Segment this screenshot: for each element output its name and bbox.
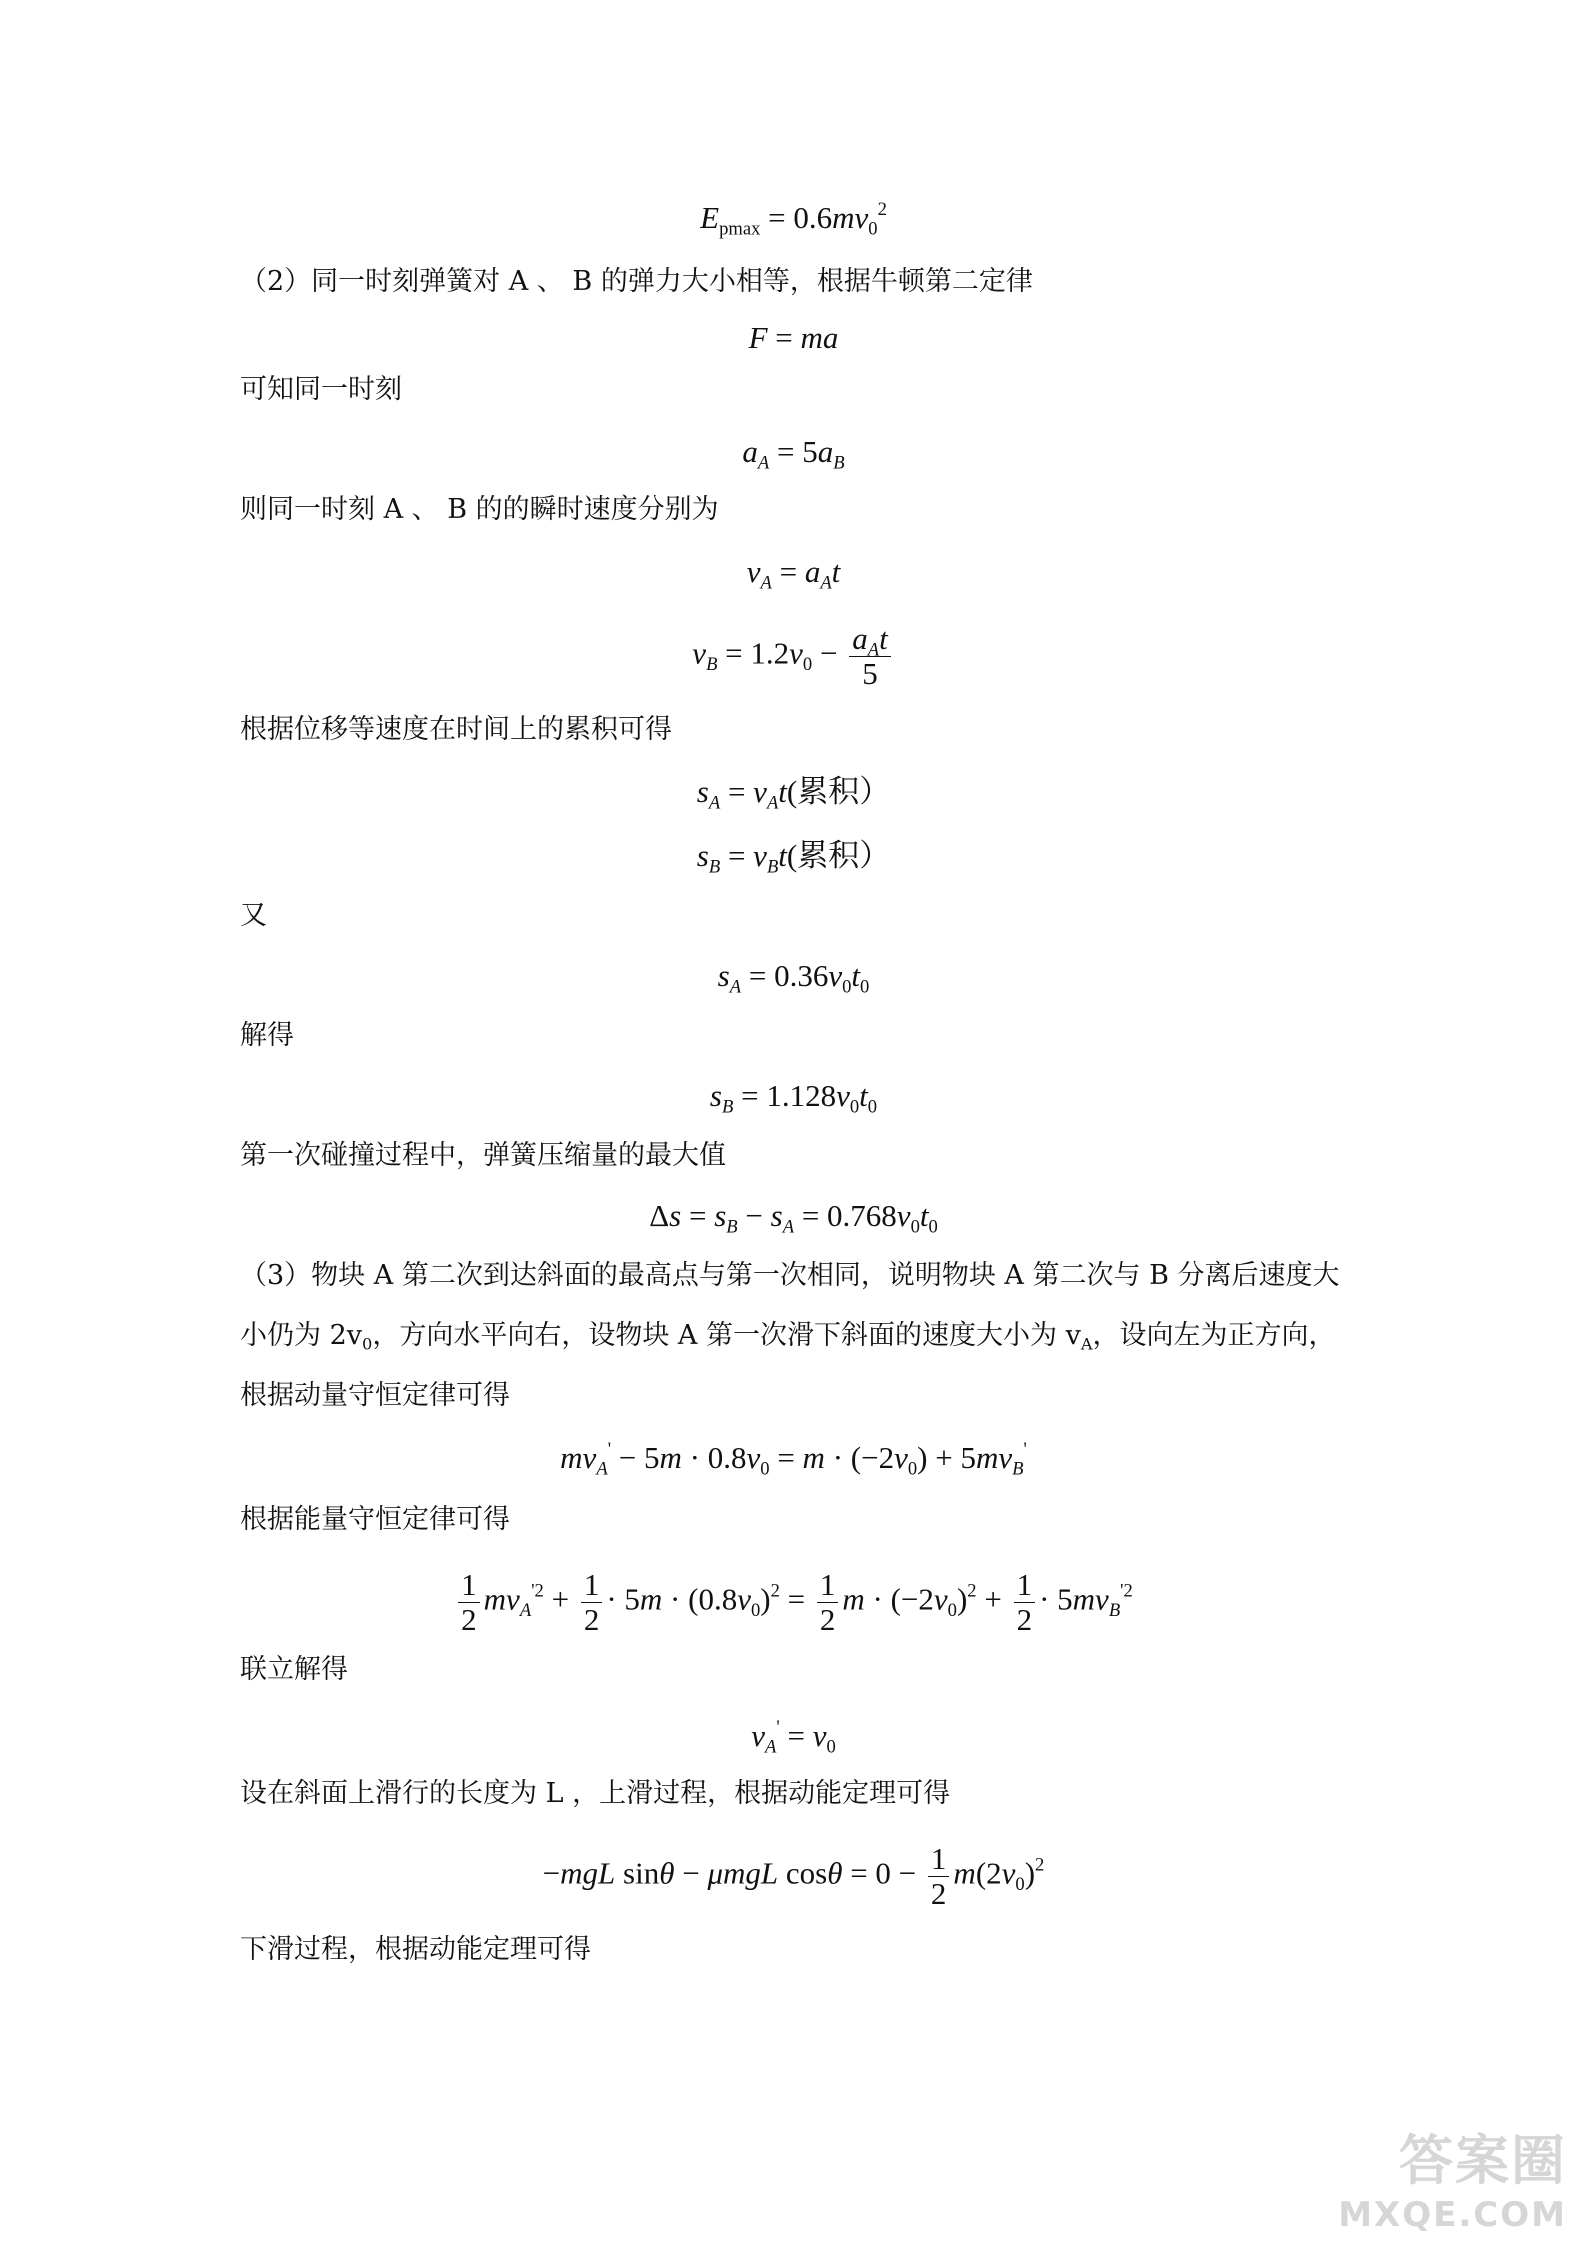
equation-e10: $\Delta s = s_B - s_A = 0.768v_0t_0$ — [649, 1198, 938, 1238]
equation-e6: $s_A = v_At$(累积） — [696, 774, 891, 814]
watermark-logo: 答案圈 — [1399, 2129, 1567, 2192]
t9-part-b: ，方向水平向右，设物块 A 第一次滑下斜面的速度大小为 v — [372, 1320, 1081, 1351]
watermark — [1338, 2118, 1567, 2235]
equation-e2: F = ma — [748, 320, 839, 355]
equation-e5: $v_B = 1.2v_0$ − $\frac{a_At}{5}$ — [0, 622, 1587, 691]
equation-e14: −mgL sinθ − μmgL cosθ = 0 − $\frac{1}{2}$ $m(2v_0)^2$ — [542, 1841, 1045, 1911]
paragraph-t13: 设在斜面上滑行的长度为 L ，上滑过程，根据动能定理可得 — [240, 1778, 951, 1809]
equation-e12: $\frac{1}{2}$ $mv_A^{'2}$ + $\frac{1}{2}$ · $5m \cdot (0.8v_0)^2$ = $\frac{1}{2}$ $m \cdot (-2v_0)^2$ + $\frac{1}{2}$ · $5mv_B^{'2}$ — [0, 1568, 1587, 1637]
equation-e7: $s_B = v_Bt$(累积） — [696, 838, 891, 878]
t9-part-a: 小仍为 2v — [240, 1320, 363, 1351]
paragraph-t10: 根据动量守恒定律可得 — [240, 1380, 510, 1411]
equation-e9: $s_B = 1.128v_0t_0$ — [709, 1078, 878, 1118]
watermark-url: MXQE.COM — [1338, 2195, 1567, 2235]
paragraph-t14: 下滑过程，根据动能定理可得 — [240, 1934, 591, 1965]
equation-e13: $v_A' = v_0$ — [751, 1716, 836, 1758]
equation-e3: $a_A = 5a_B$ — [742, 434, 845, 474]
paragraph-t6: 解得 — [240, 1020, 294, 1051]
paragraph-t5: 又 — [240, 900, 267, 931]
paragraph-t9: 小仍为 $2v_0$，方向水平向右，设物块 A 第一次滑下斜面的速度大小为 $v_A$，设向左为正方向， — [240, 1320, 1336, 1354]
equation-e1: $E_{pmax} = 0.6mv_0^2$ — [700, 198, 887, 240]
paragraph-t3: 则同一时刻 A 、 B 的的瞬时速度分别为 — [240, 494, 719, 525]
paragraph-t8: （3）物块 A 第二次到达斜面的最高点与第一次相同，说明物块 A 第二次与 B 分离后速度大 — [240, 1260, 1340, 1291]
paragraph-t1: （2）同一时刻弹簧对 A 、 B 的弹力大小相等，根据牛顿第二定律 — [240, 266, 1033, 297]
equation-e4: $v_A = a_At$ — [746, 554, 841, 594]
equation-e11: $mv_A' - 5m \cdot 0.8v_0 = m \cdot (-2v_0) + 5mv_B'$ — [560, 1438, 1027, 1480]
paragraph-t12: 联立解得 — [240, 1654, 348, 1685]
paragraph-t2: 可知同一时刻 — [240, 374, 402, 405]
paragraph-t7: 第一次碰撞过程中，弹簧压缩量的最大值 — [240, 1140, 726, 1171]
paragraph-t4: 根据位移等速度在时间上的累积可得 — [240, 714, 672, 745]
t9-part-c: ，设向左为正方向， — [1092, 1320, 1336, 1351]
paragraph-t11: 根据能量守恒定律可得 — [240, 1504, 510, 1535]
equation-e8: $s_A = 0.36v_0t_0$ — [717, 958, 870, 998]
